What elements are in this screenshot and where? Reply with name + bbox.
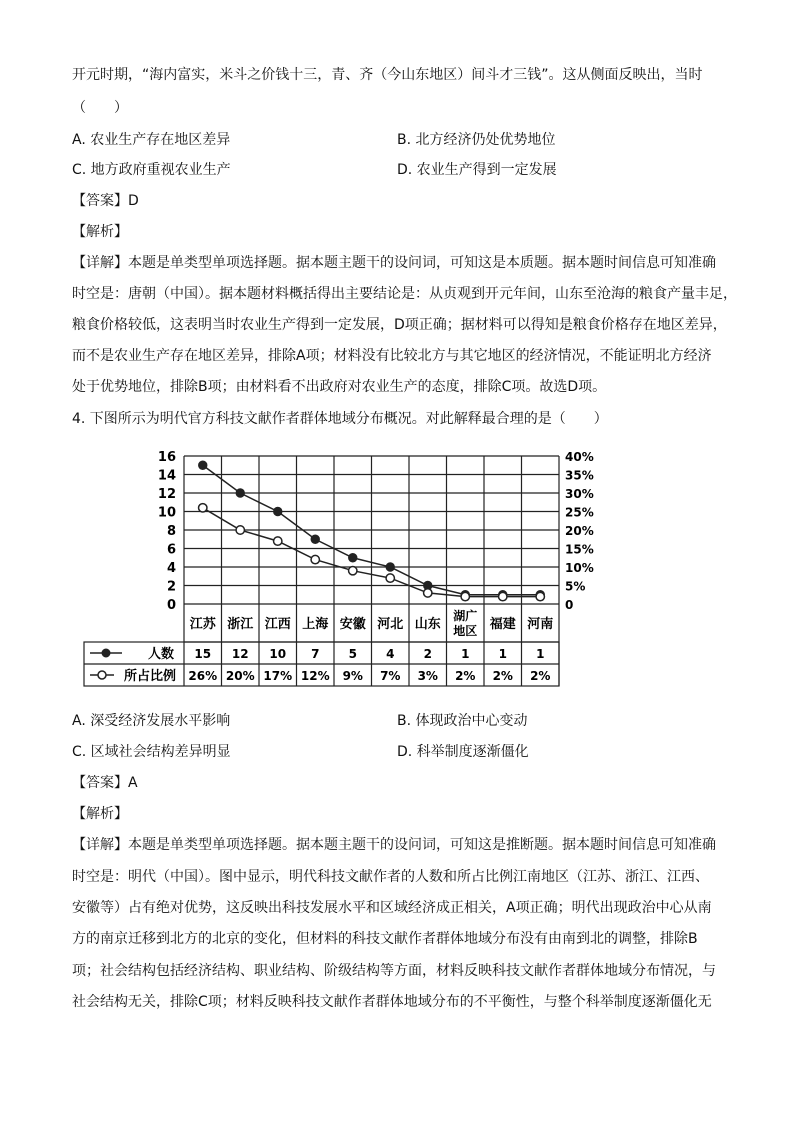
category-label: 江苏 [189, 617, 216, 632]
data-point-ratio [386, 574, 394, 582]
table-cell-count: 5 [348, 647, 357, 661]
data-point-count [236, 489, 244, 497]
table-cell-ratio: 7% [380, 669, 401, 683]
data-point-ratio [536, 592, 544, 600]
data-point-count [386, 563, 394, 571]
data-point-ratio [461, 592, 469, 600]
q3-detail-line: 处于优势地位，排除B项；由材料看不出政府对农业生产的态度，排除C项。故选D项。 [72, 379, 607, 395]
q4-detail-line: 项；社会结构包括经济结构、职业结构、阶级结构等方面，材料反映科技文献作者群体地域分布情况，与 [72, 963, 716, 979]
category-label: 山东 [414, 617, 441, 632]
left-tick-label: 16 [157, 450, 176, 465]
category-label: 湖广 [453, 609, 478, 623]
q3-detail-line: 【详解】本题是单类型单项选择题。据本题主题干的设问词，可知这是本质题。据本题时间信息可知准确 [72, 255, 716, 271]
table-cell-count: 1 [498, 647, 507, 661]
q3-stem-line2: （ ） [72, 100, 128, 116]
data-point-ratio [236, 526, 244, 534]
data-point-count [199, 461, 207, 469]
left-tick-label: 4 [166, 561, 176, 576]
legend-marker-count [102, 649, 110, 657]
q3-detail-line: 时空是：唐朝（中国）。据本题材料概括得出主要结论是：从贞观到开元年间，山东至沧海的粮食产量丰足， [72, 286, 737, 302]
data-point-count [311, 535, 319, 543]
q3-option-c: C. 地方政府重视农业生产 [72, 162, 231, 178]
q3-detail-line: 而不是农业生产存在地区差异，排除A项；材料没有比较北方与其它地区的经济情况，不能证明北方经济 [72, 348, 712, 364]
category-label: 江西 [264, 617, 291, 632]
legend-label: 所占比例 [124, 669, 177, 684]
left-tick-label: 12 [157, 487, 176, 502]
table-cell-count: 10 [269, 647, 287, 661]
category-label: 河北 [377, 617, 404, 632]
data-point-ratio [311, 555, 319, 563]
table-cell-count: 4 [386, 647, 395, 661]
data-point-ratio [424, 589, 432, 597]
q4-detail-line: 安徽等）占有绝对优势，这反映出科技发展水平和区域经济成正相关，A项正确；明代出现政治中心从南 [72, 900, 712, 916]
category-label: 河南 [527, 617, 554, 632]
q3-option-b: B. 北方经济仍处优势地位 [397, 132, 556, 148]
right-tick-label: 5% [565, 579, 586, 594]
table-cell-count: 1 [536, 647, 545, 661]
table-cell-ratio: 17% [263, 669, 293, 683]
right-tick-label: 0 [565, 598, 574, 612]
q4-analysis-label: 【解析】 [72, 806, 128, 822]
right-tick-label: 30% [565, 487, 594, 501]
q4-detail-line: 社会结构无关，排除C项；材料反映科技文献作者群体地域分布的不平衡性，与整个科举制度逐渐僵化无 [72, 994, 712, 1010]
q4-answer: 【答案】A [72, 775, 138, 791]
right-tick-label: 15% [565, 542, 594, 557]
table-cell-ratio: 3% [417, 669, 438, 683]
q4-stem: 4. 下图所示为明代官方科技文献作者群体地域分布概况。对此解释最合理的是（ ） [72, 411, 608, 427]
q3-option-a: A. 农业生产存在地区差异 [72, 132, 231, 148]
left-tick-label: 10 [157, 505, 176, 521]
left-tick-label: 8 [166, 524, 176, 539]
q4-option-c: C. 区域社会结构差异明显 [72, 744, 231, 760]
table-cell-ratio: 2% [530, 669, 551, 683]
chart-svg [84, 450, 594, 695]
right-tick-label: 10% [565, 561, 594, 575]
left-tick-label: 0 [166, 598, 176, 613]
q4-option-d: D. 科举制度逐渐僵化 [397, 744, 529, 760]
legend-label: 人数 [148, 647, 175, 662]
data-point-ratio [199, 504, 207, 512]
table-cell-ratio: 2% [455, 669, 476, 683]
table-cell-count: 2 [423, 647, 432, 661]
category-label: 地区 [453, 624, 478, 638]
q4-detail-line: 【详解】本题是单类型单项选择题。据本题主题干的设问词，可知这是推断题。据本题时间信息可知准确 [72, 837, 716, 853]
category-label: 上海 [302, 617, 329, 632]
q4-detail-line: 方的南京迁移到北方的北京的变化，但材料的科技文献作者群体地域分布没有由南到北的调整，排除B [72, 931, 698, 947]
q3-detail-line: 粮食价格较低，这表明当时农业生产得到一定发展，D项正确；据材料可以得知是粮食价格存在地区差异， [72, 317, 727, 333]
data-point-ratio [349, 567, 357, 575]
left-tick-label: 2 [166, 579, 176, 595]
right-tick-label: 35% [565, 468, 594, 483]
data-point-ratio [274, 537, 282, 545]
distribution-chart [84, 450, 594, 695]
right-tick-label: 25% [565, 505, 594, 520]
table-cell-ratio: 20% [225, 669, 255, 683]
q3-stem-line1: 开元时期，“海内富实，米斗之价钱十三，青、齐（今山东地区）间斗才三钱”。这从侧面反映出，当时 [72, 67, 703, 83]
table-cell-ratio: 9% [342, 669, 363, 683]
data-point-count [349, 554, 357, 562]
table-cell-count: 1 [461, 647, 470, 661]
left-tick-label: 14 [157, 468, 176, 484]
q3-option-d: D. 农业生产得到一定发展 [397, 162, 557, 178]
q3-analysis-label: 【解析】 [72, 224, 128, 240]
table-cell-ratio: 2% [492, 669, 513, 683]
category-label: 安徽 [339, 617, 366, 632]
q4-detail-line: 时空是：明代（中国）。图中显示，明代科技文献作者的人数和所占比例江南地区（江苏、浙江、江西、 [72, 869, 709, 885]
table-cell-ratio: 12% [300, 669, 330, 683]
table-cell-ratio: 26% [188, 669, 218, 683]
q4-option-a: A. 深受经济发展水平影响 [72, 713, 231, 729]
category-label: 福建 [489, 617, 516, 632]
data-point-ratio [499, 592, 507, 600]
legend-marker-ratio [98, 671, 106, 679]
q3-answer: 【答案】D [72, 193, 139, 209]
data-point-count [274, 507, 282, 515]
left-tick-label: 6 [166, 542, 176, 558]
q4-option-b: B. 体现政治中心变动 [397, 713, 528, 729]
table-cell-count: 15 [194, 647, 212, 661]
right-tick-label: 40% [565, 450, 594, 464]
table-cell-count: 7 [311, 647, 320, 661]
right-tick-label: 20% [565, 524, 594, 538]
table-cell-count: 12 [231, 647, 249, 661]
category-label: 浙江 [227, 617, 254, 632]
